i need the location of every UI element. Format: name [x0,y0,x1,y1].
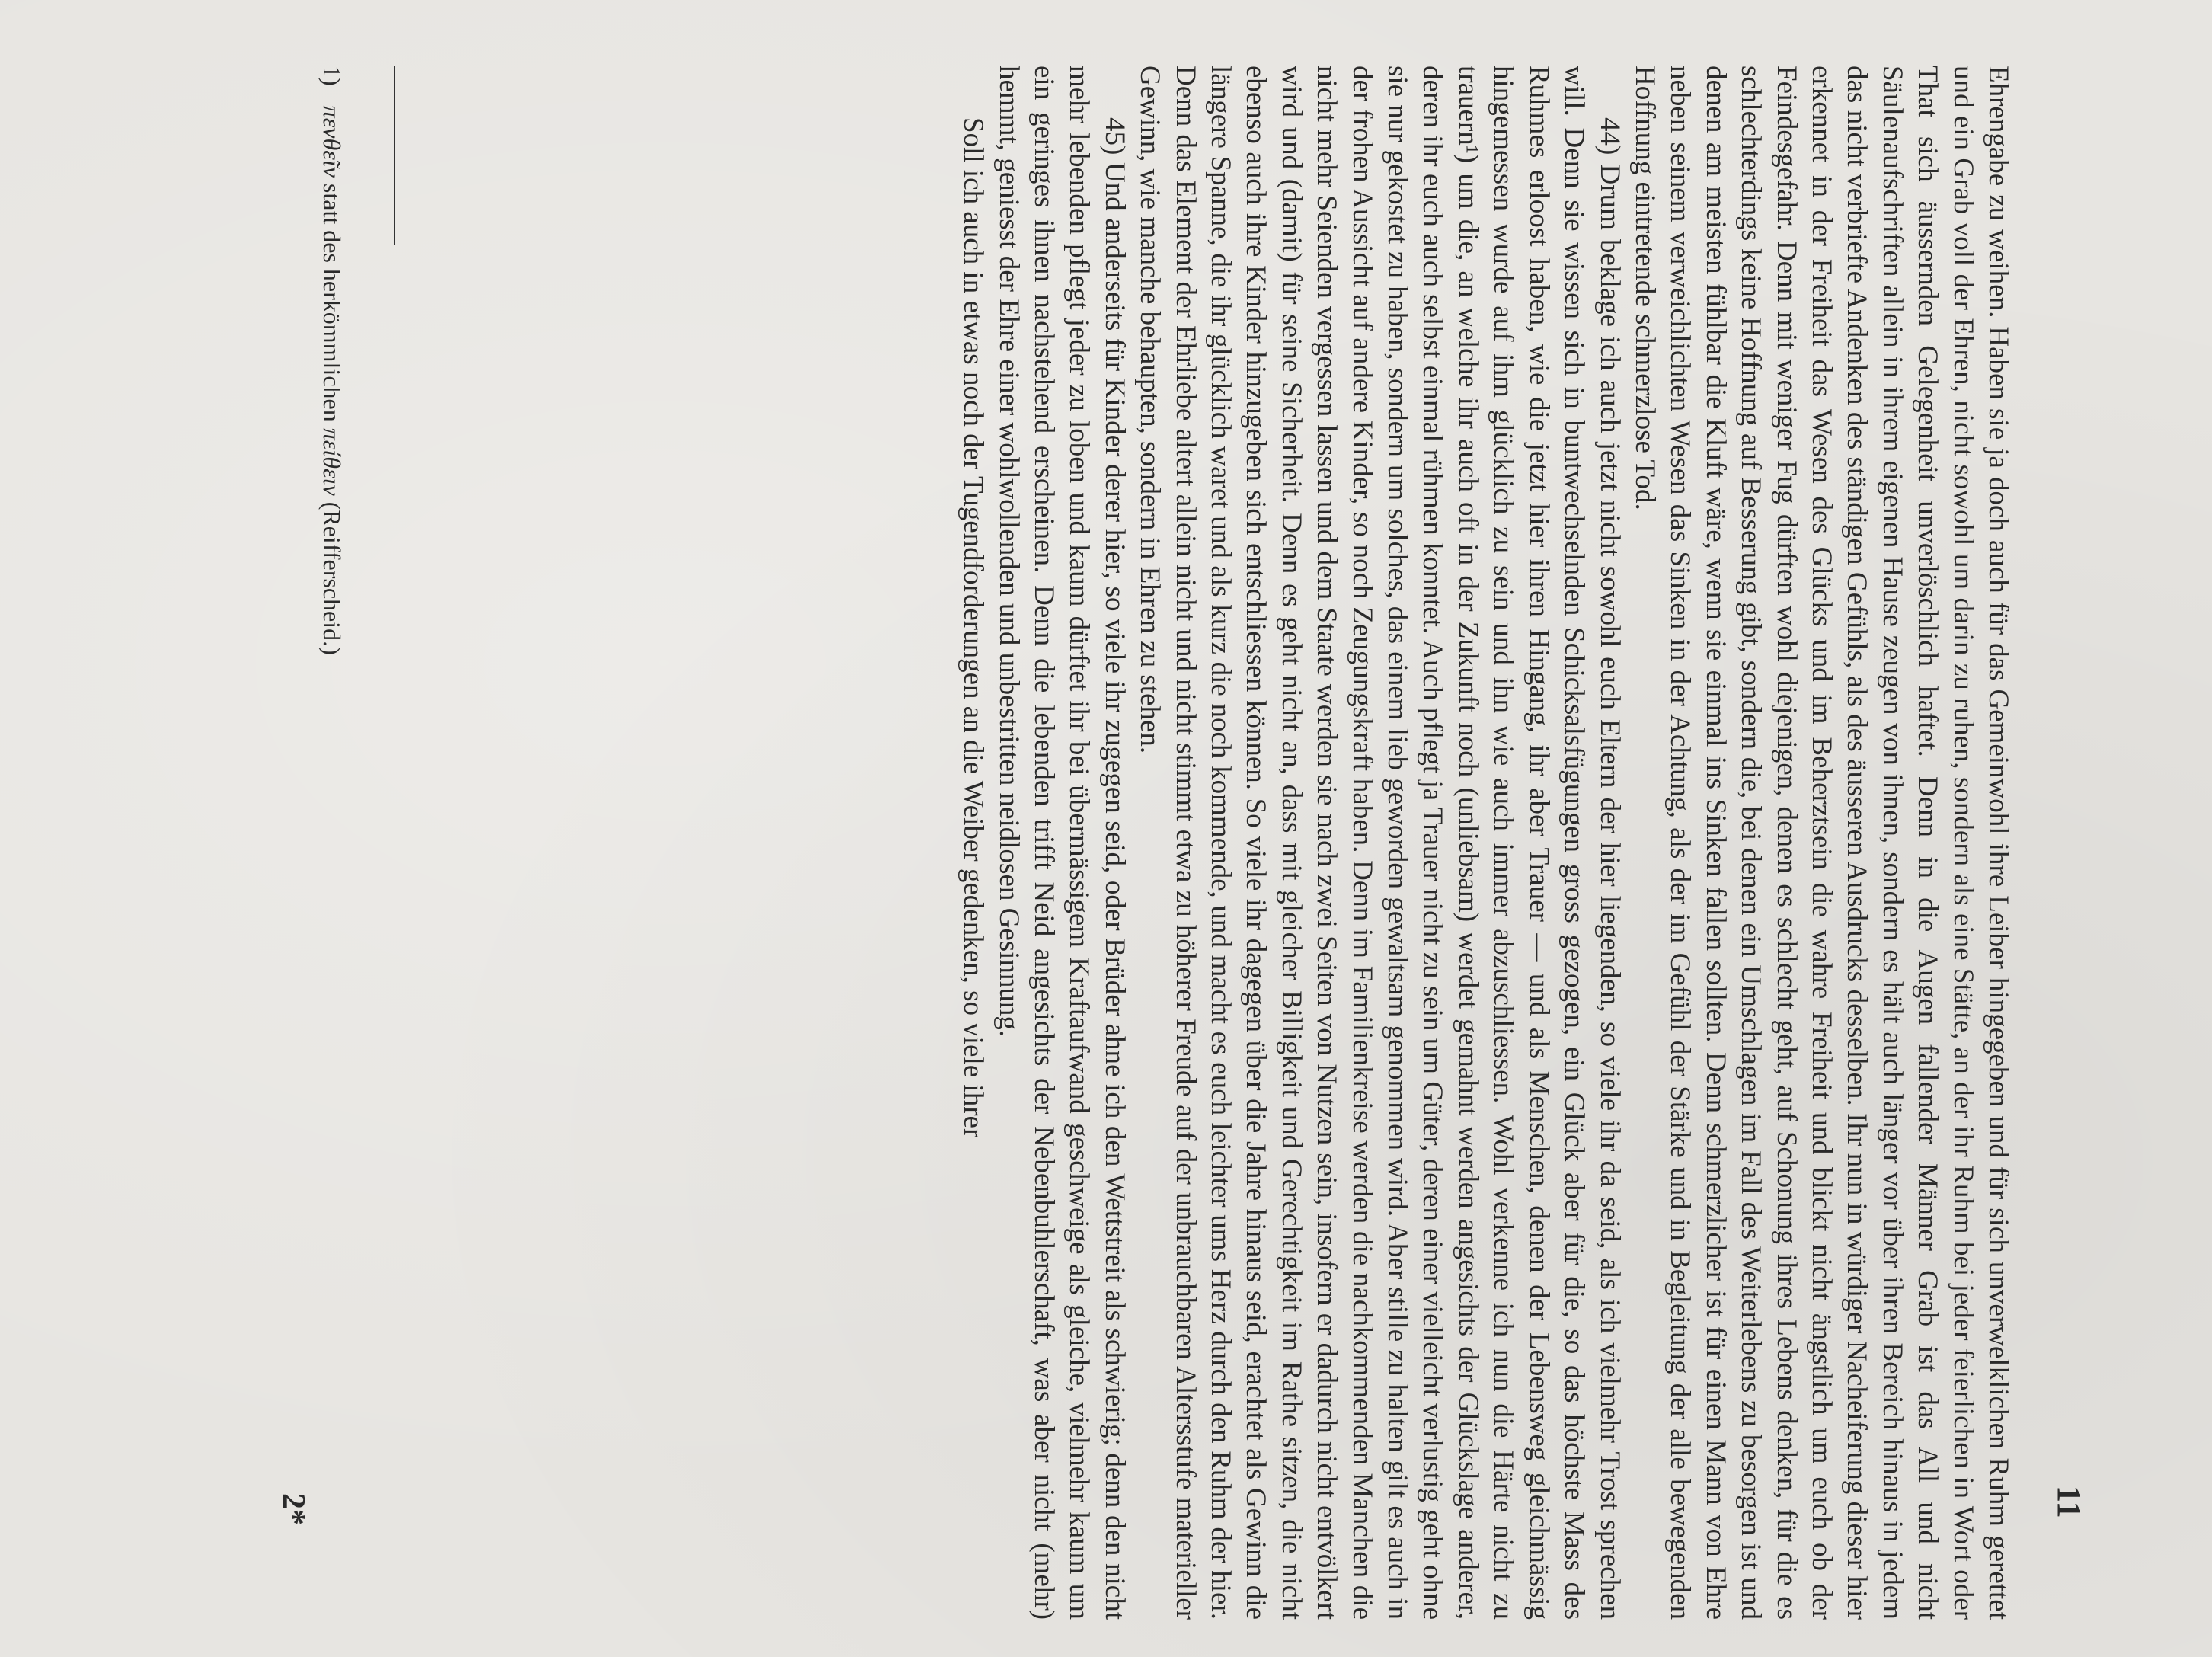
footnote [317,66,347,1620]
footnote-greek-word: πενθεῖν [318,105,346,178]
signature-mark: 2* [276,1493,311,1525]
footnote-source: (Reifferscheid.) [318,501,346,655]
body-text [955,66,2015,1620]
footnote-text: statt des herkömmlichen [318,183,346,422]
paragraph-continuation: Soll ich auch in etwas noch der Tugendforderungen an die Weiber gedenken, so viele ihrer [957,117,989,1138]
paragraph: Ehrengabe zu weihen. Haben sie ja doch auch für das Gemeinwohl ihre Leiber hingegeben und für sich unverwelklichen Ruhm gerettet und ein Grab voll der Ehren, nicht sowohl um darin zu ruhen, sondern als eine Stätte, an der ihr Ruhm bei jeder feierlichen in Wort oder That sich äussernden Gelegenheit unverlöschlich haftet. Denn in die Augen fallender Männer Grab ist das All und nicht Säulenaufschriften allein in ihrem eigenen Hause zeugen von ihnen, sondern es hält auch länger vor über ihren Bereich hinaus in jedem das nicht verbriefte Andenken des ständigen Gefühls, als des äusseren Ausdrucks desselben. Ihr nun in würdiger Nacheiferung dieser hier erkennet in der Freiheit das Wesen des Glücks und im Beherztsein die wahre Freiheit und blickt nicht ängstlich um euch ob der Feindesgefahr. Denn mit weniger Fug dürften wohl diejenigen, denen es schlecht geht, auf Schonung ihres Lebens denken, für die es schlechterdings keine Hoffnung auf Besserung gibt, sondern die, bei denen ein Umschlagen im Fall des Weiterlebens zu besorgen ist und denen am meisten fühlbar die Kluft wäre, wenn sie einmal ins Sinken fallen sollten. Denn schmerzlicher ist für einen Mann von Ehre neben seinem verweichlichten Wesen das Sinken in der Achtung, als der im Gefühl der Stärke und in Begleitung der alle bewegenden Hoffnung eintretende schmerzlose Tod. [1629,66,2014,1620]
paragraph-44: 44) Drum beklage ich auch jetzt nicht sowohl euch Eltern der hier liegenden, so viele ihr da seid, als ich vielmehr Trost sprechen will. Denn sie wissen sich in buntwechselnden Schicksalsfügungen gross gezogen, ein Glück aber für die, so das höchste Mass des Ruhmes erloost haben, wie die jetzt hier ihren Hingang, ihr aber Trauer — und als Menschen, denen der Lebensweg gleichmässig hingemessen wurde auf ihm glücklich zu sein und ihn wie auch immer abzuschliessen. Wohl verkenne ich nun die Härte nicht zu trauern¹) um die, an welche ihr auch oft in der Zukunft noch (unliebsam) werdet gemahnt werden angesichts der Glückslage anderer, deren ihr euch auch selbst einmal rühmen konntet. Auch pflegt ja Trauer nicht zu sein um Güter, deren einer vielleicht verlustig geht ohne sie nur gekostet zu haben, sondern um solches, das einem lieb geworden gewaltsam genommen wird. Aber stille zu halten gilt es auch in der frohen Aussicht auf andere Kinder, so noch Zeugungskraft haben. Denn im Familienkreise werden die nachkommenden Manchen die nicht mehr Seienden vergessen lassen und dem Staate werden sie nach zwei Seiten von Nutzen sein, insofern er dadurch nicht entvölkert wird und (damit) für seine Sicherheit. Denn es geht nicht an, dass mit gleicher Billigkeit und Gerechtigkeit im Rathe sitzen, die nicht ebenso auch ihre Kinder hinzugeben sich entschliessen können. So viele ihr dagegen über die Jahre hinaus seid, erachtet als Gewinn die längere Spanne, die ihr glücklich waret und als kurz die noch kommende, und macht es euch leichter ums Herz durch den Ruhm der hier. Denn das Element der Ehrliebe altert allein nicht und nicht stimmt etwa zu höherer Freude auf der unbrauchbaren Altersstufe materieller Gewinn, wie manche behaupten, sondern in Ehren zu stehen. [1134,66,1625,1620]
footnote-separator [394,66,395,245]
page-number: 11 [2051,1486,2088,1519]
footnote-marker: 1) [318,66,346,86]
footnote-greek-word-alt: πείθειν [318,427,346,496]
paragraph-45: 45) Und anderseits für Kinder derer hier, so viele ihr zugegen seid, oder Brüder ahne ich den Wettstreit als schwierig; denn den nicht mehr lebenden pflegt jeder zu loben und kaum dürftet ihr bei übermässigem Kraftaufwand geschweige als gleiche, vielmehr kaum um ein geringes ihnen nachstehend erscheinen. Denn die lebenden trifft Neid angesichts der Nebenbuhlerschaft, was aber nicht (mehr) hemmt, geniesst der Ehre einer wohlwollenden und unbestritten neidlosen Gesinnung. [993,66,1130,1620]
